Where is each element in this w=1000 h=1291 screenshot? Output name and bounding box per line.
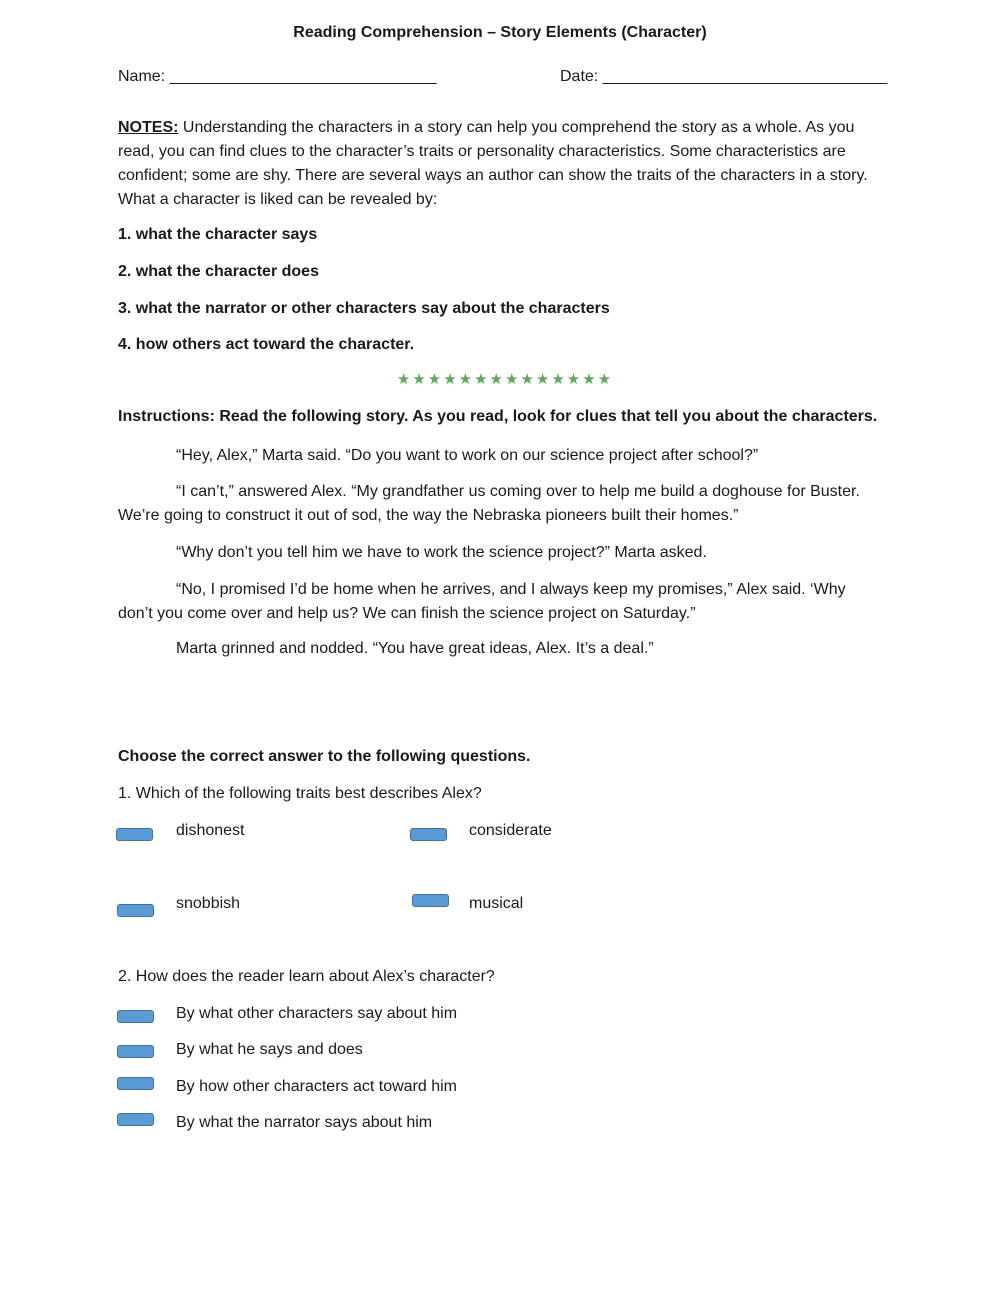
story-paragraph-5: Marta grinned and nodded. “You have great ideas, Alex. It’s a deal.”: [176, 640, 654, 657]
answer-button-narrator-says[interactable]: [117, 1113, 154, 1126]
option-label-snobbish: snobbish: [176, 895, 241, 912]
option-label-others-act: By how other characters act toward him: [176, 1078, 458, 1095]
story-paragraph-2: “I can’t,” answered Alex. “My grandfather us coming over to help me build a doghouse for Buster. We’re going to construct it out of sod, the way the Nebraska pioneers built their homes.”: [118, 483, 860, 524]
story-paragraph-3: “Why don’t you tell him we have to work the science project?” Marta asked.: [176, 544, 707, 561]
page-title: Reading Comprehension – Story Elements (Character): [293, 24, 707, 41]
questions-heading: Choose the correct answer to the following questions.: [118, 748, 531, 765]
answer-button-musical[interactable]: [412, 894, 449, 907]
option-label-narrator-says: By what the narrator says about him: [176, 1114, 433, 1131]
way-item-1: 1. what the character says: [118, 226, 318, 243]
answer-button-considerate[interactable]: [410, 828, 447, 841]
story-paragraph-4: “No, I promised I’d be home when he arrives, and I always keep my promises,” Alex said. ‘Why don’t you come over and help us? We can finish the science project on Saturday.”: [118, 581, 846, 622]
way-item-4: 4. how others act toward the character.: [118, 336, 415, 353]
option-label-others-say: By what other characters say about him: [176, 1005, 458, 1022]
answer-button-dishonest[interactable]: [116, 828, 153, 841]
question-2: 2. How does the reader learn about Alex’s character?: [118, 968, 495, 985]
notes-text: Understanding the characters in a story can help you comprehend the story as a whole. As you read, you can find clues to the character’s traits or personality characteristics. Some characteristics are confident; some are shy. There are several ways an author can show the traits of the characters in a story. What a character is liked can be revealed by:: [118, 119, 868, 208]
story-paragraph-1: “Hey, Alex,” Marta said. “Do you want to work on our science project after school?”: [176, 447, 759, 464]
date-field-label: Date: ________________________________: [560, 68, 888, 85]
way-item-3: 3. what the narrator or other characters say about the characters: [118, 300, 610, 317]
option-label-says-and-does: By what he says and does: [176, 1041, 363, 1058]
instructions: Instructions: Read the following story. As you read, look for clues that tell you about the characters.: [118, 408, 878, 425]
option-label-dishonest: dishonest: [176, 822, 245, 839]
question-1: 1. Which of the following traits best describes Alex?: [118, 785, 482, 802]
answer-button-snobbish[interactable]: [117, 904, 154, 917]
name-field-label: Name: ______________________________: [118, 68, 437, 85]
answer-button-others-say[interactable]: [117, 1010, 154, 1023]
way-item-2: 2. what the character does: [118, 263, 319, 280]
answer-button-others-act[interactable]: [117, 1077, 154, 1090]
option-label-considerate: considerate: [469, 822, 552, 839]
notes-label: NOTES:: [118, 119, 179, 136]
answer-button-says-and-does[interactable]: [117, 1045, 154, 1058]
option-label-musical: musical: [469, 895, 524, 912]
star-divider: ★★★★★★★★★★★★★★: [396, 371, 614, 388]
notes-paragraph: [118, 116, 878, 212]
